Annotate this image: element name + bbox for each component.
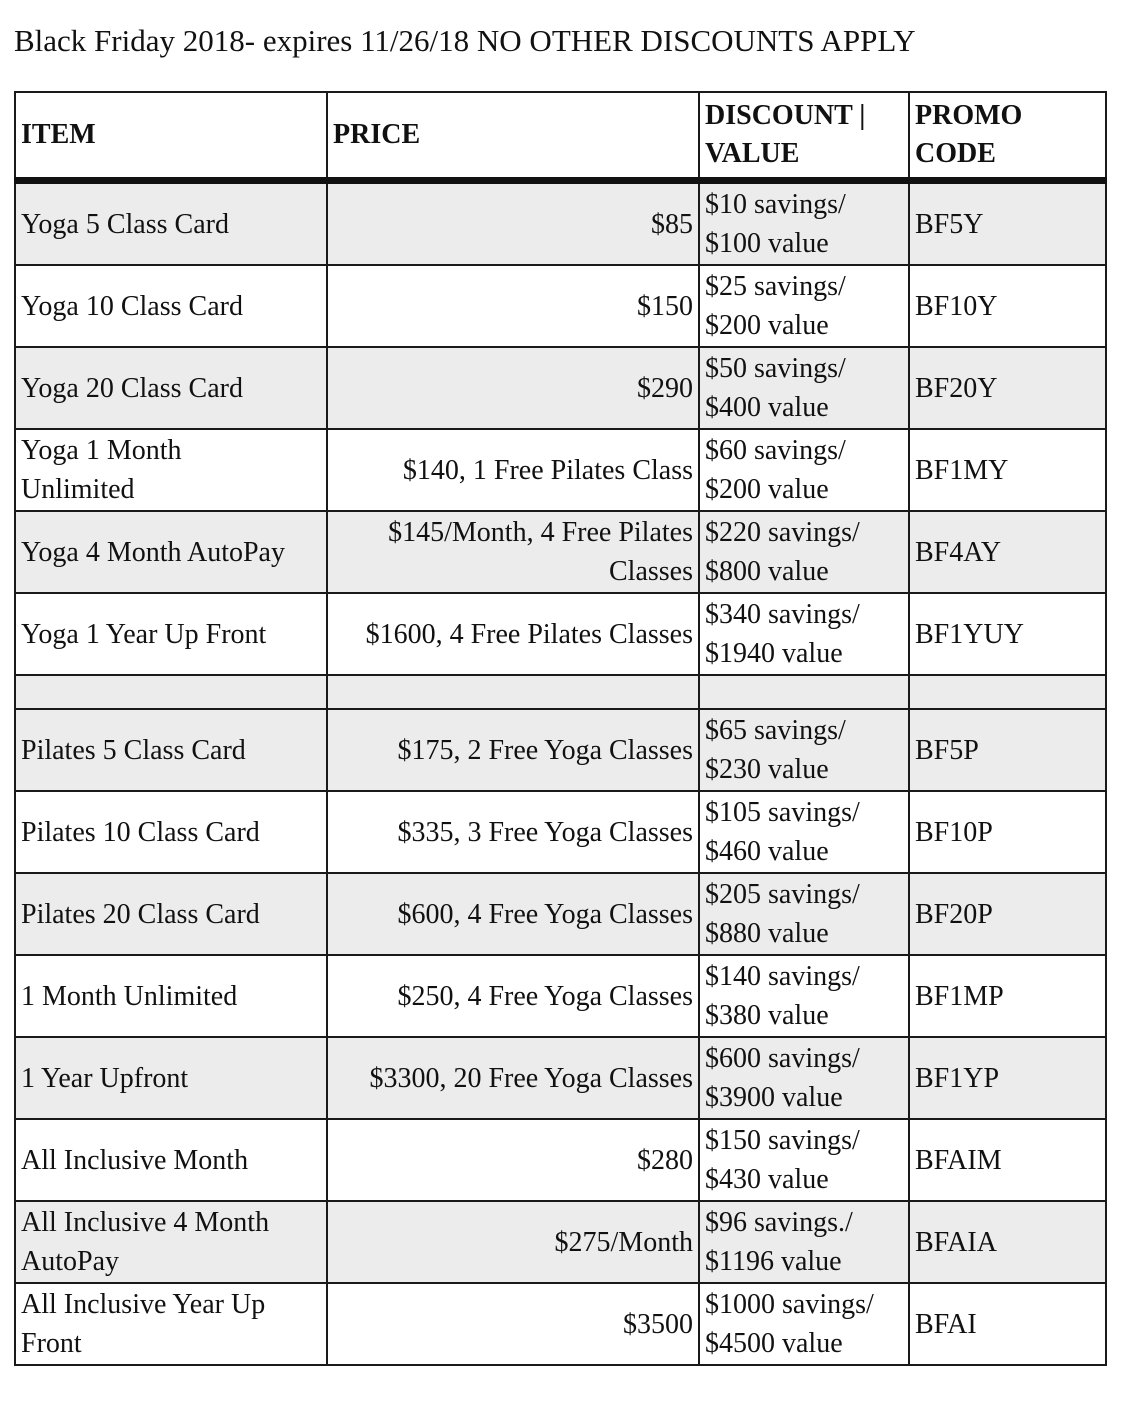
- price-text: $175, 2 Free Yoga Classes: [397, 734, 693, 766]
- price-cell: [327, 873, 699, 955]
- promo-code: BF5Y: [915, 208, 984, 240]
- table-row: [15, 791, 1106, 873]
- item-name: Pilates 5 Class Card: [21, 734, 246, 766]
- discount-cell: [699, 1037, 909, 1119]
- page-title: Black Friday 2018- expires 11/26/18 NO OTHER DISCOUNTS APPLY: [14, 23, 916, 58]
- table-row: [15, 873, 1106, 955]
- column-header-price: PRICE: [327, 92, 699, 181]
- savings-text: $10 savings/: [705, 189, 846, 220]
- table-row: [15, 347, 1106, 429]
- item-cell: [15, 791, 327, 873]
- item-name: All Inclusive 4 Month: [21, 1207, 270, 1238]
- price-cell: [327, 593, 699, 675]
- item-name: Yoga 4 Month AutoPay: [21, 536, 285, 568]
- table-row: [15, 709, 1106, 791]
- item-cell: [15, 709, 327, 791]
- table-row: [15, 1283, 1106, 1365]
- price-text: $600, 4 Free Yoga Classes: [397, 898, 693, 930]
- discount-cell: [699, 791, 909, 873]
- discount-cell: [699, 347, 909, 429]
- spacer-row: [15, 675, 1106, 709]
- discount-cell: [699, 181, 909, 266]
- item-cell: [15, 1037, 327, 1119]
- value-text: $430 value: [705, 1164, 829, 1195]
- value-text: $1196 value: [705, 1246, 842, 1277]
- price-text: $3500: [623, 1308, 693, 1340]
- item-name: Pilates 10 Class Card: [21, 816, 260, 848]
- promo-code: BF20Y: [915, 372, 998, 404]
- savings-text: $96 savings./: [705, 1207, 853, 1238]
- price-cell: [327, 1283, 699, 1365]
- price-cell: [327, 955, 699, 1037]
- column-header-discount-line2: VALUE: [705, 138, 800, 169]
- value-text: $1940 value: [705, 638, 843, 669]
- promo-code-cell: [909, 1283, 1106, 1365]
- value-text: $880 value: [705, 918, 829, 949]
- item-name: Front: [21, 1328, 82, 1359]
- value-text: $200 value: [705, 310, 829, 341]
- table-row: [15, 955, 1106, 1037]
- column-header-discount: [699, 92, 909, 181]
- column-header-promo-code: [909, 92, 1106, 181]
- item-name: Unlimited: [21, 474, 135, 505]
- promo-code: BF10Y: [915, 290, 998, 322]
- item-name: Pilates 20 Class Card: [21, 898, 260, 930]
- price-text: $280: [637, 1144, 693, 1176]
- column-header-promo-line2: CODE: [915, 138, 996, 169]
- spacer-cell: [909, 675, 1106, 709]
- value-text: $4500 value: [705, 1328, 843, 1359]
- price-cell: [327, 1037, 699, 1119]
- item-name: All Inclusive Year Up: [21, 1289, 266, 1320]
- value-text: $100 value: [705, 228, 829, 259]
- discount-cell: [699, 1201, 909, 1283]
- item-cell: [15, 593, 327, 675]
- savings-text: $60 savings/: [705, 435, 846, 466]
- table-row: [15, 181, 1106, 266]
- price-text: Classes: [609, 556, 693, 587]
- item-cell: [15, 429, 327, 511]
- savings-text: $340 savings/: [705, 599, 860, 630]
- value-text: $3900 value: [705, 1082, 843, 1113]
- promo-code: BF10P: [915, 816, 993, 848]
- discount-cell: [699, 709, 909, 791]
- promo-code: BFAIM: [915, 1144, 1002, 1176]
- value-text: $460 value: [705, 836, 829, 867]
- promo-code-cell: [909, 265, 1106, 347]
- savings-text: $1000 savings/: [705, 1289, 874, 1320]
- spacer-cell: [327, 675, 699, 709]
- discount-cell: [699, 1119, 909, 1201]
- item-name: 1 Year Upfront: [21, 1062, 189, 1094]
- table-row: [15, 1201, 1106, 1283]
- promo-code: BFAIA: [915, 1226, 997, 1258]
- item-cell: [15, 955, 327, 1037]
- discount-cell: [699, 511, 909, 593]
- value-text: $800 value: [705, 556, 829, 587]
- promo-code: BF1MY: [915, 454, 1009, 486]
- price-text: $140, 1 Free Pilates Class: [402, 454, 693, 486]
- price-text: $290: [637, 372, 693, 404]
- price-cell: [327, 181, 699, 266]
- value-text: $200 value: [705, 474, 829, 505]
- promo-code-cell: [909, 1201, 1106, 1283]
- promo-code-cell: [909, 1037, 1106, 1119]
- column-header-item: ITEM: [15, 92, 327, 181]
- price-text: $145/Month, 4 Free Pilates: [388, 517, 693, 548]
- promo-code: BF1MP: [915, 980, 1004, 1012]
- item-name: Yoga 5 Class Card: [21, 208, 229, 240]
- price-cell: [327, 1201, 699, 1283]
- promo-code: BFAI: [915, 1308, 977, 1340]
- item-cell: [15, 1201, 327, 1283]
- item-cell: [15, 181, 327, 266]
- discount-cell: [699, 593, 909, 675]
- item-name: AutoPay: [21, 1246, 119, 1277]
- price-cell: [327, 1119, 699, 1201]
- promo-code: BF20P: [915, 898, 993, 930]
- discount-cell: [699, 1283, 909, 1365]
- table-row: [15, 1119, 1106, 1201]
- savings-text: $105 savings/: [705, 797, 860, 828]
- item-cell: [15, 1119, 327, 1201]
- price-cell: [327, 511, 699, 593]
- savings-text: $25 savings/: [705, 271, 846, 302]
- savings-text: $205 savings/: [705, 879, 860, 910]
- promo-code-cell: [909, 791, 1106, 873]
- value-text: $230 value: [705, 754, 829, 785]
- discount-cell: [699, 955, 909, 1037]
- spacer-cell: [699, 675, 909, 709]
- promo-table: [14, 91, 1107, 1366]
- table-row: [15, 429, 1106, 511]
- price-text: $1600, 4 Free Pilates Classes: [365, 618, 693, 650]
- price-text: $150: [637, 290, 693, 322]
- table-row: [15, 511, 1106, 593]
- savings-text: $600 savings/: [705, 1043, 860, 1074]
- table-row: [15, 1037, 1106, 1119]
- savings-text: $50 savings/: [705, 353, 846, 384]
- table-row: [15, 593, 1106, 675]
- table-row: [15, 265, 1106, 347]
- item-cell: [15, 265, 327, 347]
- item-cell: [15, 511, 327, 593]
- price-cell: [327, 265, 699, 347]
- item-cell: [15, 347, 327, 429]
- promo-code-cell: [909, 593, 1106, 675]
- promo-code: BF5P: [915, 734, 979, 766]
- discount-cell: [699, 873, 909, 955]
- value-text: $380 value: [705, 1000, 829, 1031]
- promo-code-cell: [909, 429, 1106, 511]
- spacer-cell: [15, 675, 327, 709]
- item-cell: [15, 873, 327, 955]
- promo-code-cell: [909, 511, 1106, 593]
- promo-code-cell: [909, 347, 1106, 429]
- value-text: $400 value: [705, 392, 829, 423]
- price-text: $335, 3 Free Yoga Classes: [397, 816, 693, 848]
- column-header-promo-line1: PROMO: [915, 100, 1023, 131]
- item-name: Yoga 1 Year Up Front: [21, 618, 267, 650]
- savings-text: $65 savings/: [705, 715, 846, 746]
- column-header-discount-line1: DISCOUNT |: [705, 100, 866, 131]
- promo-code-cell: [909, 873, 1106, 955]
- promo-code-cell: [909, 955, 1106, 1037]
- promo-code-cell: [909, 709, 1106, 791]
- savings-text: $150 savings/: [705, 1125, 860, 1156]
- item-name: Yoga 1 Month: [21, 435, 182, 466]
- price-cell: [327, 709, 699, 791]
- price-cell: [327, 791, 699, 873]
- price-text: $85: [651, 208, 693, 240]
- promo-code: BF4AY: [915, 536, 1002, 568]
- header-row: [15, 92, 1106, 181]
- price-cell: [327, 347, 699, 429]
- promo-code: BF1YUY: [915, 618, 1024, 650]
- item-name: All Inclusive Month: [21, 1144, 249, 1176]
- item-cell: [15, 1283, 327, 1365]
- promo-code: BF1YP: [915, 1062, 1000, 1094]
- discount-cell: [699, 265, 909, 347]
- promo-code-cell: [909, 1119, 1106, 1201]
- price-text: $250, 4 Free Yoga Classes: [397, 980, 693, 1012]
- price-cell: [327, 429, 699, 511]
- savings-text: $220 savings/: [705, 517, 860, 548]
- discount-cell: [699, 429, 909, 511]
- promo-code-cell: [909, 181, 1106, 266]
- item-name: 1 Month Unlimited: [21, 980, 238, 1012]
- price-text: $275/Month: [554, 1226, 693, 1258]
- item-name: Yoga 10 Class Card: [21, 290, 243, 322]
- savings-text: $140 savings/: [705, 961, 860, 992]
- item-name: Yoga 20 Class Card: [21, 372, 243, 404]
- price-text: $3300, 20 Free Yoga Classes: [369, 1062, 693, 1094]
